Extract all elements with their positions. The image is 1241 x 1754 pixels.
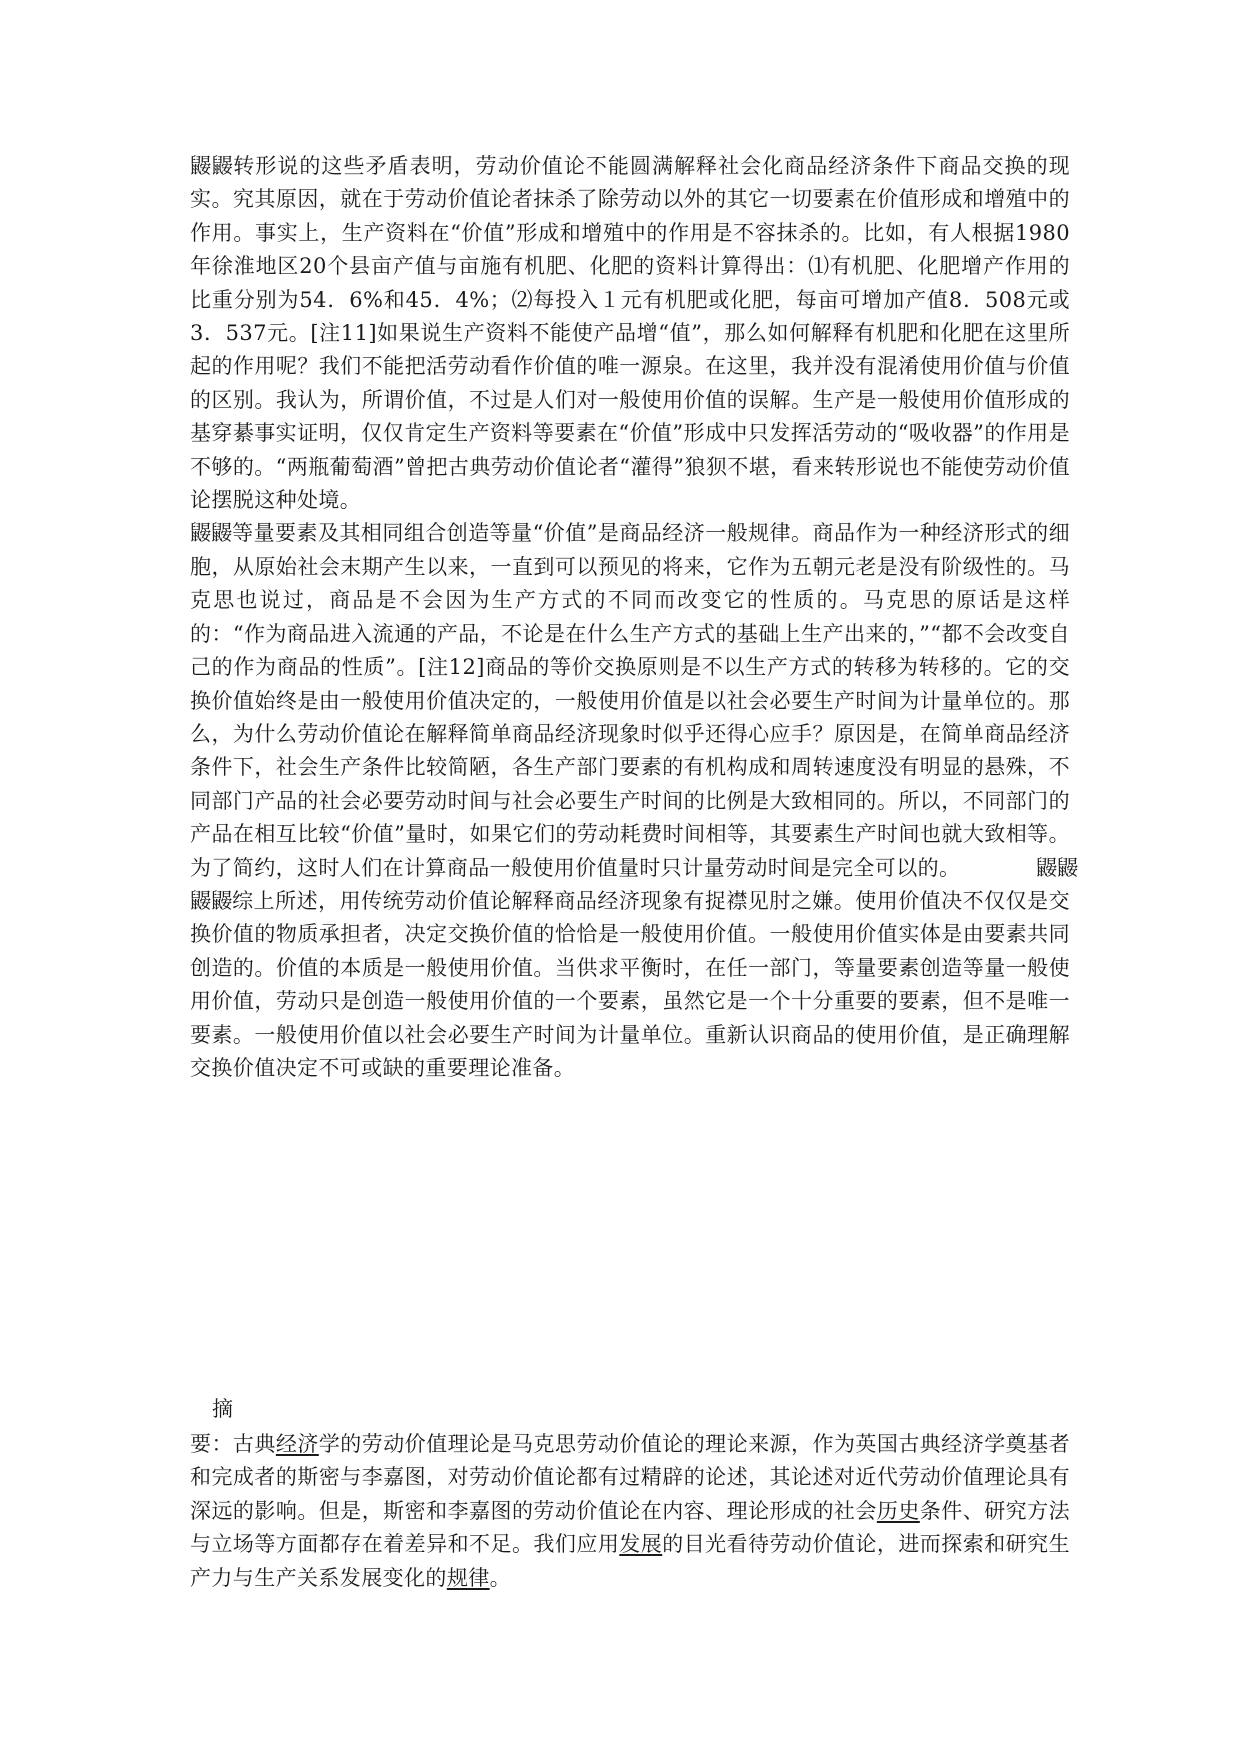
garbled-glyphs: 鼹鼹 <box>190 521 233 546</box>
abstract-text <box>190 1428 1070 1595</box>
paragraph-text: 转形说的这些矛盾表明，劳动价值论不能圆满解释社会化商品经济条件下商品交换的现实。究其原因，就在于劳动价值论者抹杀了除劳动以外的其它一切要素在价值形成和增殖中的作用。事实上，生产资料在“价值”形成和增殖中的作用是不容抹杀的。比如，有人根据1980年徐淮地区20个县亩产值与亩施有机肥、化肥的资料计算得出：⑴有机肥、化肥增产作用的比重分别为54．6%和45．4%；⑵每投入１元有机肥或化肥，每亩可增加产值8．508元或3．537元。[注11]如果说生产资料不能使产品增“值”，那么如何解释有机肥和化肥在这里所起的作用呢？我们不能把活劳动看作价值的唯一源泉。在这里，我并没有混淆使用价值与价值的区别。我认为，所谓价值，不过是人们对一般使用价值的误解。生产是一般使用价值形成的基穿綦事实证明，仅仅肯定生产资料等要素在“价值”形成中只发挥活劳动的“吸收器”的作用是不够的。“两瓶葡萄酒”曾把古典劳动价值论者“灌得”狼狈不堪，看来转形说也不能使劳动价值论摆脱这种处境。 <box>190 154 1071 513</box>
paragraph-transformation-contradictions <box>190 150 1070 517</box>
paragraph-equal-factors <box>190 517 1078 884</box>
abstract-text-segment: 的目光看待劳动价值论，进而探索和研究生产力与生产关系发展变化的 <box>190 1532 1070 1590</box>
link-law[interactable]: 规律 <box>446 1565 490 1590</box>
garbled-glyphs-trailing: 鼹鼹 <box>1036 855 1078 880</box>
garbled-glyphs: 鼹鼹 <box>190 154 234 178</box>
garbled-glyphs: 鼹鼹 <box>190 888 233 913</box>
paragraph-conclusion <box>190 885 1070 1085</box>
link-development[interactable]: 发展 <box>619 1532 663 1557</box>
paragraph-text: 综上所述，用传统劳动价值论解释商品经济现象有捉襟见肘之嫌。使用价值决不仅仅是交换价值的物质承担者，决定交换价值的恰恰是一般使用价值。一般使用价值实体是由要素共同创造的。价值的本质是一般使用价值。当供求平衡时，在任一部门，等量要素创造等量一般使用价值，劳动只是创造一般使用价值的一个要素，虽然它是一个十分重要的要素，但不是唯一要素。一般使用价值以社会必要生产时间为计量单位。重新认识商品的使用价值，是正确理解交换价值决定不可或缺的重要理论准备。 <box>190 888 1070 1080</box>
paragraph-text: 等量要素及其相同组合创造等量“价值”是商品经济一般规律。商品作为一种经济形式的细胞，从原始社会末期产生以来，一直到可以预见的将来，它作为五朝元老是没有阶级性的。马克思也说过，商品是不会因为生产方式的不同而改变它的性质的。马克思的原话是这样的：“作为商品进入流通的产品，不论是在什么生产方式的基础上生产出来的，”“都不会改变自己的作为商品的性质”。[注12]商品的等价交换原则是不以生产方式的转移为转移的。它的交换价值始终是由一般使用价值决定的，一般使用价值是以社会必要生产时间为计量单位的。那么，为什么劳动价值论在解释简单商品经济现象时似乎还得心应手？原因是，在简单商品经济条件下，社会生产条件比较简陋，各生产部门要素的有机构成和周转速度没有明显的悬殊，不同部门产品的社会必要劳动时间与社会必要生产时间的比例是大致相同的。所以，不同部门的产品在相互比较“价值”量时，如果它们的劳动耗费时间相等，其要素生产时间也就大致相等。为了简约，这时人们在计算商品一般使用价值量时只计量劳动时间是完全可以的。 <box>190 521 1071 880</box>
abstract-heading: 摘 <box>212 1397 233 1421</box>
link-economics[interactable]: 经济 <box>275 1432 319 1456</box>
abstract-text-segment: 学的劳动价值理论是马克思劳动价值论的理论来源，作为英国古典经济学奠基者和完成者的斯密与李嘉图，对劳动价值论都有过精辟的论述，其论述对近代劳动价值理论具有深远的影响。但是，斯密和李嘉图的劳动价值论在内容、理论形成的社会 <box>190 1432 1070 1523</box>
link-history[interactable]: 历史 <box>876 1498 920 1523</box>
abstract-text-segment: 要：古典 <box>190 1432 276 1456</box>
body-text <box>190 150 1078 1085</box>
abstract-text-segment: 条件、研究方法与立场等方面都存在着差异和不足。我们应用 <box>190 1498 1070 1557</box>
abstract-text-segment: 。 <box>489 1565 512 1590</box>
